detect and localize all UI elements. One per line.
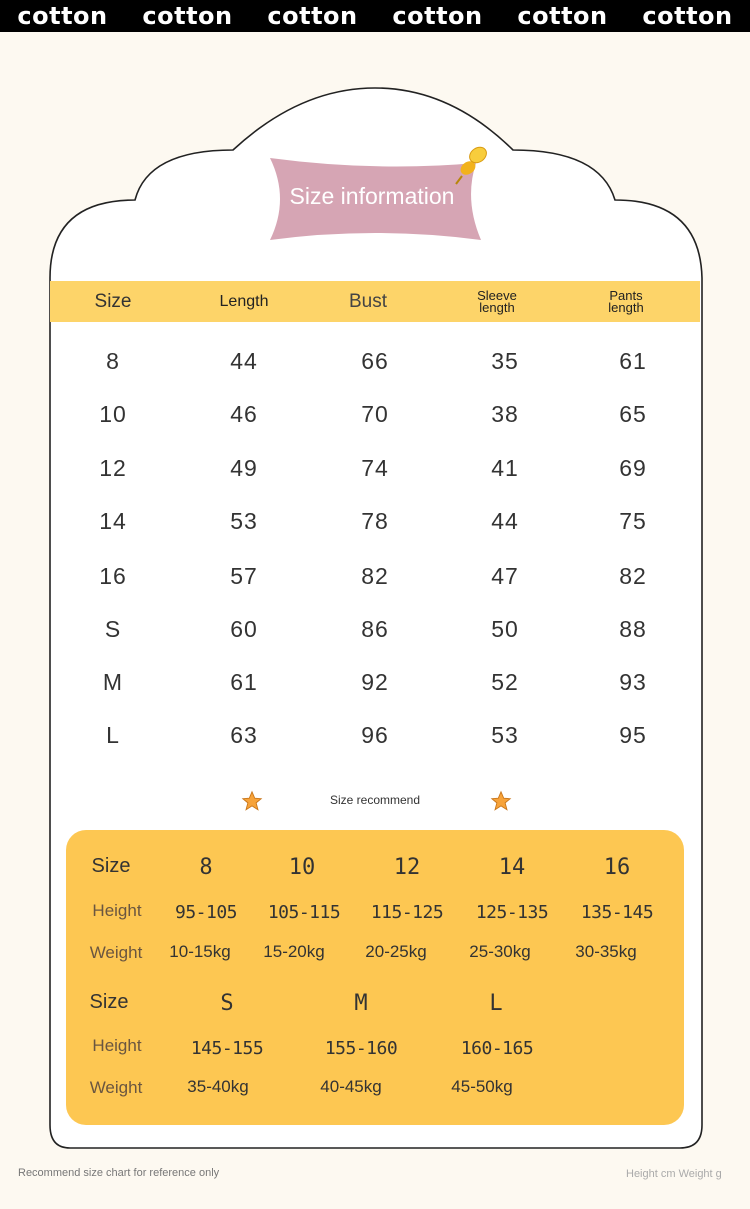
cell-sleeve: 41 bbox=[491, 455, 519, 481]
rec-height-label: Height bbox=[92, 1036, 142, 1055]
rec-weight: 20-25kg bbox=[365, 942, 427, 961]
rec-size: 12 bbox=[393, 855, 421, 880]
rec-size: 8 bbox=[199, 855, 213, 880]
table-row bbox=[0, 508, 750, 538]
header-sleeve-length bbox=[447, 281, 547, 322]
rec-height: 95-105 bbox=[174, 902, 238, 923]
rec-weight: 25-30kg bbox=[469, 942, 531, 961]
header-sleeve-line1: Sleeve bbox=[477, 287, 517, 303]
rec-size: L bbox=[489, 991, 503, 1016]
rec-height: 105-115 bbox=[267, 902, 341, 923]
cell-pants: 82 bbox=[619, 563, 647, 589]
banner-word: cotton bbox=[17, 2, 108, 30]
table-row bbox=[0, 401, 750, 431]
header-pants-line1: Pants bbox=[609, 287, 643, 303]
rec-weight-label: Weight bbox=[89, 943, 143, 962]
header-sleeve-line2: length bbox=[479, 299, 515, 315]
table-row bbox=[0, 616, 750, 646]
cell-sleeve: 50 bbox=[491, 616, 519, 642]
cell-pants: 95 bbox=[619, 722, 647, 748]
cell-pants: 65 bbox=[619, 401, 647, 427]
footnote-disclaimer: Recommend size chart for reference only bbox=[18, 1167, 220, 1179]
header-size: Size bbox=[94, 290, 132, 312]
cell-length: 49 bbox=[230, 455, 258, 481]
rec-weight: 10-15kg bbox=[169, 942, 231, 961]
table-row bbox=[0, 455, 750, 485]
rec-size-label: Size bbox=[91, 855, 131, 877]
cell-length: 60 bbox=[230, 616, 258, 642]
table-row bbox=[0, 722, 750, 752]
cell-size: 10 bbox=[99, 401, 127, 427]
cell-sleeve: 52 bbox=[491, 669, 519, 695]
cell-size: M bbox=[102, 669, 124, 695]
rec-height-label: Height bbox=[92, 901, 142, 920]
header-length: Length bbox=[219, 292, 269, 310]
rec-size: S bbox=[220, 991, 234, 1016]
cell-sleeve: 35 bbox=[491, 348, 519, 374]
cell-bust: 66 bbox=[361, 348, 389, 374]
cell-pants: 61 bbox=[619, 348, 647, 374]
table-row bbox=[0, 563, 750, 593]
rec-height: 160-165 bbox=[460, 1038, 534, 1059]
cell-sleeve: 44 bbox=[491, 508, 519, 534]
cell-bust: 86 bbox=[361, 616, 389, 642]
star-icon bbox=[490, 790, 512, 812]
page-title: Size information bbox=[289, 183, 455, 209]
footnote-units: Height cm Weight g bbox=[626, 1168, 722, 1180]
cell-bust: 74 bbox=[361, 455, 389, 481]
table-row bbox=[0, 348, 750, 378]
cell-sleeve: 53 bbox=[491, 722, 519, 748]
rec-weight: 40-45kg bbox=[320, 1077, 382, 1096]
rec-height: 125-135 bbox=[475, 902, 549, 923]
cell-size: 16 bbox=[99, 563, 127, 589]
cell-pants: 75 bbox=[619, 508, 647, 534]
cell-bust: 70 bbox=[361, 401, 389, 427]
size-recommend-label: Size recommend bbox=[329, 793, 421, 807]
cell-length: 46 bbox=[230, 401, 258, 427]
cell-length: 61 bbox=[230, 669, 258, 695]
cell-size: 12 bbox=[99, 455, 127, 481]
cell-length: 44 bbox=[230, 348, 258, 374]
cell-bust: 96 bbox=[361, 722, 389, 748]
rec-weight-label: Weight bbox=[89, 1078, 143, 1097]
header-bust: Bust bbox=[348, 290, 388, 312]
rec-size: 14 bbox=[498, 855, 526, 880]
cell-length: 53 bbox=[230, 508, 258, 534]
cell-sleeve: 38 bbox=[491, 401, 519, 427]
rec-weight: 15-20kg bbox=[263, 942, 325, 961]
rec-height: 115-125 bbox=[370, 902, 444, 923]
cell-length: 63 bbox=[230, 722, 258, 748]
header-pants-line2: length bbox=[608, 299, 644, 315]
rec-size: 10 bbox=[288, 855, 316, 880]
cell-pants: 88 bbox=[619, 616, 647, 642]
banner-word: cotton bbox=[642, 2, 733, 30]
cell-pants: 93 bbox=[619, 669, 647, 695]
cell-length: 57 bbox=[230, 563, 258, 589]
rec-weight: 45-50kg bbox=[451, 1077, 513, 1096]
cell-bust: 82 bbox=[361, 563, 389, 589]
rec-weight: 35-40kg bbox=[187, 1077, 249, 1096]
cell-size: S bbox=[104, 616, 122, 642]
cell-pants: 69 bbox=[619, 455, 647, 481]
rec-size-label: Size bbox=[89, 991, 129, 1013]
banner-word: cotton bbox=[267, 2, 358, 30]
star-icon bbox=[241, 790, 263, 812]
cell-bust: 78 bbox=[361, 508, 389, 534]
table-row bbox=[0, 669, 750, 699]
header-pants-length bbox=[576, 281, 676, 322]
rec-size: 16 bbox=[603, 855, 631, 880]
rec-size: M bbox=[354, 991, 368, 1016]
rec-height: 145-155 bbox=[190, 1038, 264, 1059]
cell-size: 8 bbox=[106, 348, 120, 374]
rec-weight: 30-35kg bbox=[575, 942, 637, 961]
banner-word: cotton bbox=[142, 2, 233, 30]
cell-size: 14 bbox=[99, 508, 127, 534]
cell-sleeve: 47 bbox=[491, 563, 519, 589]
rec-height: 155-160 bbox=[324, 1038, 398, 1059]
rec-height: 135-145 bbox=[580, 902, 654, 923]
cell-size: L bbox=[106, 722, 120, 748]
cell-bust: 92 bbox=[361, 669, 389, 695]
banner-word: cotton bbox=[517, 2, 608, 30]
banner-word: cotton bbox=[392, 2, 483, 30]
